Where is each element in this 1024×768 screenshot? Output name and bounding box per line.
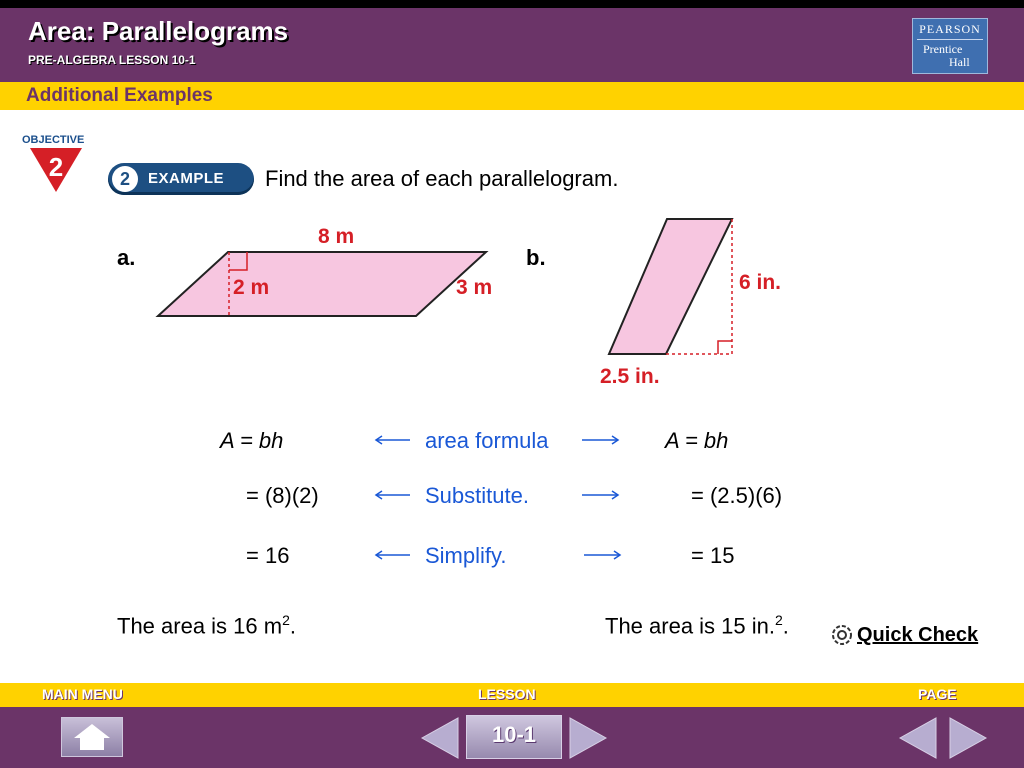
- conclusion-b-text: The area is 15 in.: [605, 613, 775, 639]
- step-b-substitute: = (2.5)(6): [691, 483, 783, 508]
- step-a-substitute: = (8)(2): [246, 483, 319, 508]
- conclusion-a-sup: 2: [282, 612, 290, 628]
- step-a-formula: A = bh: [220, 428, 284, 453]
- nav-main-menu-label: MAIN MENU: [42, 686, 123, 702]
- example-label: EXAMPLE: [148, 170, 225, 187]
- conclusion-b-sup: 2: [774, 612, 783, 628]
- quick-check-icon[interactable]: [830, 623, 854, 647]
- nav-page-label: PAGE: [918, 686, 957, 702]
- nav-label-bar: [0, 683, 1024, 707]
- step-label-simplify: Simplify.: [425, 543, 507, 568]
- step-a-simplify: = 16: [246, 543, 290, 568]
- example-prompt: Find the area of each parallelogram.: [265, 166, 619, 191]
- step-label-formula: area formula: [425, 428, 549, 453]
- quick-check-link[interactable]: Quick Check: [857, 624, 979, 646]
- objective-label: OBJECTIVE: [22, 134, 85, 146]
- step-label-substitute: Substitute.: [425, 483, 529, 508]
- next-lesson-button[interactable]: [566, 716, 608, 760]
- lesson-number-box: [466, 715, 562, 759]
- page-title: Area: Parallelograms: [28, 16, 289, 46]
- lesson-number: 10-1: [491, 722, 537, 747]
- figure-b-label: b.: [526, 245, 546, 270]
- conclusion-b-end: .: [782, 613, 789, 639]
- bottom-nav: [0, 707, 1024, 768]
- prev-page-button[interactable]: [898, 716, 940, 760]
- section-title: Additional Examples: [26, 85, 213, 106]
- nav-lesson-label: LESSON: [478, 686, 536, 702]
- figure-a-label: a.: [117, 245, 136, 270]
- home-button[interactable]: [61, 717, 123, 757]
- home-icon: [62, 718, 122, 756]
- example-number: 2: [119, 169, 130, 189]
- step-b-simplify: = 15: [691, 543, 735, 568]
- logo-line-1: PEARSON: [919, 22, 981, 36]
- step-b-formula: A = bh: [665, 428, 729, 453]
- conclusion-a: [117, 612, 296, 639]
- logo-line-3: Hall: [949, 55, 970, 69]
- conclusion-a-text: The area is 16 m: [117, 613, 283, 639]
- objective-number: 2: [48, 152, 64, 182]
- logo-line-2: Prentice: [923, 42, 963, 56]
- figure-a-height: 2 m: [233, 276, 270, 299]
- figure-b-base: 2.5 in.: [600, 365, 660, 388]
- figure-a-side: 3 m: [456, 276, 493, 299]
- figure-a-base: 8 m: [318, 225, 355, 248]
- prev-lesson-button[interactable]: [420, 716, 462, 760]
- lesson-subtitle: PRE-ALGEBRA LESSON 10-1: [28, 53, 196, 67]
- conclusion-b: [605, 612, 789, 639]
- figure-b-height: 6 in.: [739, 271, 782, 294]
- conclusion-a-end: .: [289, 613, 296, 639]
- next-page-button[interactable]: [946, 716, 988, 760]
